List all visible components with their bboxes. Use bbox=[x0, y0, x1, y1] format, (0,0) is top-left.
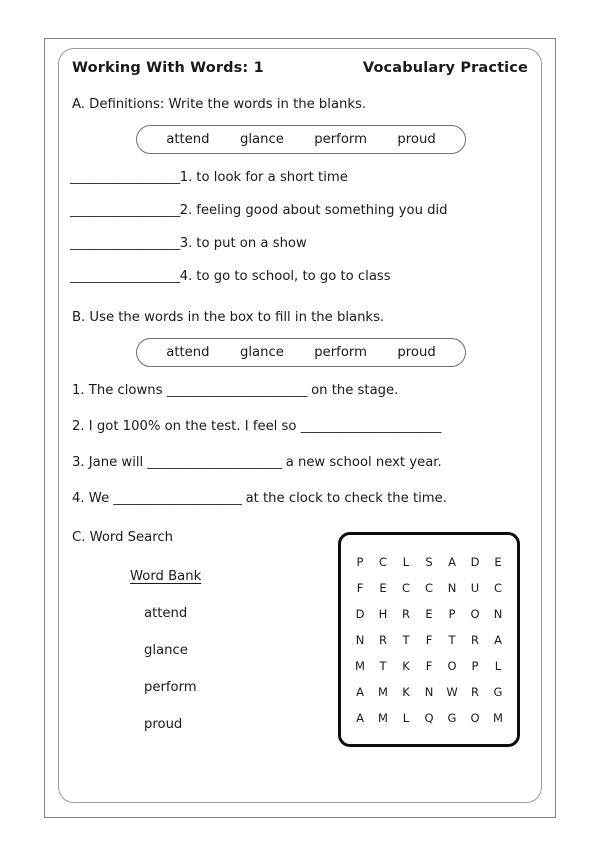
word-search-cell[interactable]: D bbox=[355, 606, 365, 621]
word-search-cell[interactable]: T bbox=[448, 632, 456, 647]
section-b-word-box bbox=[136, 338, 466, 367]
worksheet-subject: Vocabulary Practice bbox=[362, 60, 528, 76]
section-b-sentence-list bbox=[70, 383, 532, 506]
answer-blank[interactable]: _______________________ bbox=[166, 383, 307, 398]
word-search-cell[interactable]: A bbox=[356, 684, 364, 699]
word-search-cell[interactable]: F bbox=[425, 632, 433, 647]
sentence-text-after: on the stage. bbox=[311, 383, 399, 398]
section-a-instruction: A. Definitions: Write the words in the blanks. bbox=[72, 97, 367, 112]
word-search-cell[interactable]: D bbox=[470, 554, 480, 569]
word-search-cell[interactable]: P bbox=[448, 606, 456, 621]
sentence-text-before: Jane will bbox=[88, 455, 144, 470]
word-search-cell[interactable]: K bbox=[402, 658, 410, 673]
word-search-cell[interactable]: N bbox=[447, 580, 457, 595]
definition-row bbox=[70, 269, 532, 284]
word-search-cell[interactable]: N bbox=[424, 684, 434, 699]
worksheet-header bbox=[70, 52, 532, 76]
word-search-cell[interactable]: G bbox=[447, 710, 457, 725]
word-search-cell[interactable]: W bbox=[446, 684, 458, 699]
answer-blank[interactable]: __________________ bbox=[70, 203, 180, 218]
word-bank-item: perform bbox=[144, 680, 197, 695]
word-search-row bbox=[349, 575, 510, 601]
sentence-text-before: We bbox=[88, 491, 110, 506]
definition-row bbox=[70, 170, 532, 185]
sentence-number: 4. bbox=[72, 491, 85, 506]
sentence-row bbox=[70, 491, 532, 506]
word-search-cell[interactable]: R bbox=[379, 632, 387, 647]
definition-text: feeling good about something you did bbox=[196, 203, 448, 218]
sentence-number: 2. bbox=[72, 419, 85, 434]
answer-blank[interactable]: _______________________ bbox=[300, 419, 441, 434]
definition-text: to put on a show bbox=[196, 236, 307, 251]
section-a-definitions-list bbox=[70, 170, 532, 284]
word-search-row bbox=[349, 549, 510, 575]
word-search-cell[interactable]: E bbox=[425, 606, 433, 621]
word-search-cell[interactable]: M bbox=[378, 684, 388, 699]
word-search-cell[interactable]: N bbox=[355, 632, 365, 647]
definition-row bbox=[70, 236, 532, 251]
word-search-cell[interactable]: H bbox=[378, 606, 388, 621]
word-search-cell[interactable]: M bbox=[355, 658, 365, 673]
sentence-number: 3. bbox=[72, 455, 85, 470]
word-search-cell[interactable]: C bbox=[493, 580, 503, 595]
sentence-text-after: a new school next year. bbox=[285, 455, 442, 470]
definition-number: 4. bbox=[179, 269, 193, 284]
word-search-cell[interactable]: L bbox=[494, 658, 502, 673]
word-search-cell[interactable]: E bbox=[379, 580, 387, 595]
word-search-cell[interactable]: A bbox=[494, 632, 502, 647]
answer-blank[interactable]: __________________ bbox=[70, 269, 180, 284]
word-search-cell[interactable]: G bbox=[493, 684, 503, 699]
word-box-word: proud bbox=[397, 345, 436, 360]
word-bank-item: attend bbox=[144, 606, 188, 621]
answer-blank[interactable]: ______________________ bbox=[147, 455, 282, 470]
word-search-cell[interactable]: M bbox=[493, 710, 503, 725]
word-search-cell[interactable]: T bbox=[402, 632, 410, 647]
word-search-row bbox=[349, 679, 510, 705]
word-search-cell[interactable]: O bbox=[470, 710, 480, 725]
word-bank-item: proud bbox=[144, 717, 183, 732]
word-bank-title: Word Bank bbox=[130, 569, 202, 584]
word-search-cell[interactable]: P bbox=[356, 554, 364, 569]
word-search-grid[interactable] bbox=[349, 549, 510, 731]
word-search-cell[interactable]: S bbox=[425, 554, 433, 569]
word-search-cell[interactable]: Q bbox=[424, 710, 434, 725]
word-search-cell[interactable]: C bbox=[378, 554, 388, 569]
word-search-row bbox=[349, 653, 510, 679]
answer-blank[interactable]: __________________ bbox=[70, 170, 180, 185]
word-bank-item: glance bbox=[144, 643, 188, 658]
word-search-cell[interactable]: U bbox=[470, 580, 480, 595]
word-box-word: perform bbox=[314, 345, 367, 360]
word-search-cell[interactable]: R bbox=[471, 684, 479, 699]
answer-blank[interactable]: _____________________ bbox=[113, 491, 242, 506]
word-search-cell[interactable]: O bbox=[470, 606, 480, 621]
sentence-row bbox=[70, 383, 532, 398]
word-box-word: attend bbox=[166, 132, 210, 147]
answer-blank[interactable]: __________________ bbox=[70, 236, 180, 251]
definition-text: to go to school, to go to class bbox=[196, 269, 391, 284]
word-search-cell[interactable]: T bbox=[379, 658, 387, 673]
word-search-cell[interactable]: F bbox=[425, 658, 433, 673]
sentence-text-before: I got 100% on the test. I feel so bbox=[88, 419, 297, 434]
word-search-cell[interactable]: R bbox=[402, 606, 410, 621]
word-search-cell[interactable]: M bbox=[378, 710, 388, 725]
word-search-cell[interactable]: C bbox=[424, 580, 434, 595]
word-search-grid-box[interactable] bbox=[338, 532, 520, 747]
word-search-cell[interactable]: K bbox=[402, 684, 410, 699]
worksheet-title: Working With Words: 1 bbox=[72, 60, 264, 76]
definition-text: to look for a short time bbox=[196, 170, 348, 185]
sentence-number: 1. bbox=[72, 383, 85, 398]
section-a-word-box bbox=[136, 125, 466, 154]
word-search-cell[interactable]: L bbox=[402, 710, 410, 725]
word-search-cell[interactable]: A bbox=[356, 710, 364, 725]
word-search-cell[interactable]: P bbox=[471, 658, 479, 673]
sentence-row bbox=[70, 419, 532, 434]
sentence-row bbox=[70, 455, 532, 470]
word-search-row bbox=[349, 601, 510, 627]
word-search-cell[interactable]: L bbox=[402, 554, 410, 569]
word-search-row bbox=[349, 627, 510, 653]
word-search-cell[interactable]: N bbox=[493, 606, 503, 621]
definition-number: 2. bbox=[179, 203, 193, 218]
word-search-cell[interactable]: E bbox=[494, 554, 502, 569]
word-search-cell[interactable]: O bbox=[447, 658, 457, 673]
word-box-word: proud bbox=[397, 132, 436, 147]
word-box-word: glance bbox=[239, 132, 284, 147]
section-c-title: C. Word Search bbox=[72, 530, 173, 545]
sentence-text-after: at the clock to check the time. bbox=[245, 491, 447, 506]
definition-number: 1. bbox=[179, 170, 193, 185]
word-search-cell[interactable]: C bbox=[401, 580, 411, 595]
word-box-word: glance bbox=[239, 345, 284, 360]
word-search-cell[interactable]: A bbox=[448, 554, 456, 569]
word-search-cell[interactable]: F bbox=[356, 580, 364, 595]
word-box-word: attend bbox=[166, 345, 210, 360]
word-box-word: perform bbox=[314, 132, 367, 147]
definition-row bbox=[70, 203, 532, 218]
word-search-row bbox=[349, 705, 510, 731]
definition-number: 3. bbox=[179, 236, 193, 251]
section-c-word-search bbox=[70, 530, 532, 745]
sentence-text-before: The clowns bbox=[88, 383, 163, 398]
worksheet-content bbox=[70, 52, 532, 745]
word-search-cell[interactable]: R bbox=[471, 632, 479, 647]
section-b-instruction: B. Use the words in the box to fill in the blanks. bbox=[72, 310, 385, 325]
